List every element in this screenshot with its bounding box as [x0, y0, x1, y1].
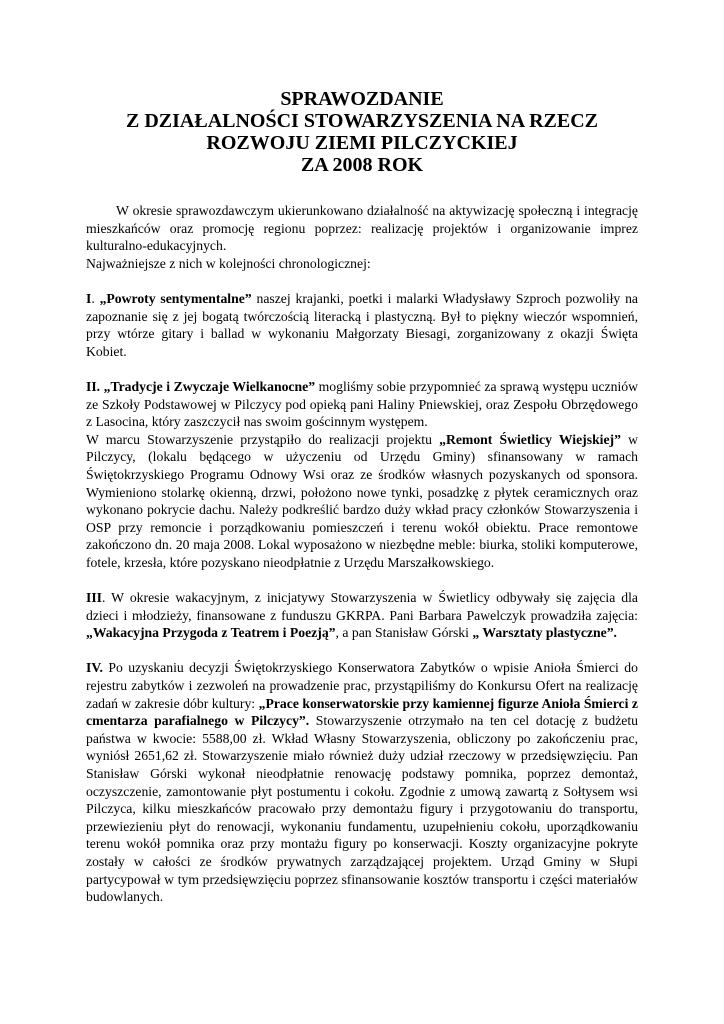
section-2-project-title: „Remont Świetlicy Wiejskiej”	[439, 431, 621, 447]
section-1-dot: .	[91, 290, 100, 306]
section-4-paragraph	[86, 659, 638, 905]
title-line-3: ROZWOJU ZIEMI PILCZYCKIEJ	[206, 132, 518, 154]
section-4-text-1: Po uzyskaniu decyzji Świętokrzyskiego Konserwatora Zabytków o wpisie Anioła Śmierci do rejestru zabytków i zezwoleń na prowadzenie prac, przystąpiliśmy do Konkursu Ofert na realizację zadań w zakresie dóbr kultury:	[86, 660, 638, 711]
section-3-text: . W okresie wakacyjnym, z inicjatywy Stowarzyszenia w Świetlicy odbywały się zajęcia dla dzieci i młodzieży, finansowane z funduszu GKRPA. Pani Barbara Pawelczyk prowadziła zajęcia:	[86, 590, 638, 623]
title-line-1: SPRAWOZDANIE	[280, 88, 444, 110]
section-2-p2-text: w Pilczycy, (lokalu będącego w użyczeniu od Urzędu Gminy) sfinansowany w ramach Świętokrzyskiego Programu Odnowy Wsi oraz ze środków własnych pozyskanych od sponsora. Wymieniono stolarkę okienną, drzwi, położono nowe tynki, posadzkę z płytek ceramicznych oraz wykonano pokrycie dachu. Należy podkreślić bardzo duży wkład pracy członków Stowarzyszenia i OSP przy remoncie i porządkowaniu pomieszczeń i terenu wokół obiektu. Prace remontowe zakończono dn. 20 maja 2008. Lokal wyposażono w niezbędne meble: biurka, stoliki komputerowe, fotele, krzesła, które pozyskano nieodpłatnie z Urzędu Marszałkowskiego.	[86, 431, 639, 570]
section-1-text: naszej krajanki, poetki i malarki Władysławy Szproch pozwoliły na zapoznanie się z jej bogatą twórczością literacką i plastyczną. Był to piękny wieczór wspomnień, przy wtórze gitary i ballad w wykonaniu Małgorzaty Biesagi, zorganizowany z okazji Święta Kobiet.	[86, 290, 639, 359]
document-title	[86, 88, 638, 176]
section-3-workshop-2: „ Warsztaty plastyczne”.	[472, 625, 617, 641]
section-3-number: III	[86, 590, 102, 606]
section-4-text-2: Stowarzyszenie otrzymało na ten cel dotację z budżetu państwa w kwocie: 5588,00 zł. Wkład Własny Stowarzyszenia, obliczony po zakończeniu prac, wyniósł 2651,62 zł. Stowarzyszenie miało również duży udział rzeczowy w przedsięwzięciu. Pan Stanisław Górski wykonał nieodpłatnie renowację podstawy pomnika, poprzez demontaż, oczyszczenie, zamontowanie płyt postumentu i cokołu. Zgodnie z umową zawartą z Sołtysem wsi Pilczyca, kilku mieszkańców pracowało przy demontażu figury i przygotowaniu do transportu, przewiezieniu płyt do renowacji, wykonaniu fundamentu, uzupełnieniu cokołu, uporządkowaniu terenu wokół pomnika oraz przy montażu figury po konserwacji. Koszty organizacyjne pokryte zostały w całości ze środków prywatnych zarządzającej projektem. Urząd Gminy w Słupi partycypował w tym przedsięwzięciu poprzez sfinansowanie kosztów transportu i części materiałów budowlanych.	[86, 713, 638, 905]
section-2-number: II.	[86, 378, 101, 394]
section-3-workshop-1: „Wakacyjna Przygoda z Teatrem i Poezją”	[86, 625, 336, 641]
section-2-event-title: „Tradycje i Zwyczaje Wielkanocne”	[100, 378, 316, 394]
section-1-number: I	[86, 290, 92, 306]
document-page	[86, 88, 638, 906]
section-4-number: IV.	[86, 660, 103, 676]
section-2-text: mogliśmy sobie przypomnieć za sprawą występu uczniów ze Szkoły Podstawowej w Pilczycy pod opieką pani Haliny Pniewskiej, oraz Zespołu Obrzędowego z Lasocina, który zaszczycił nas swoim gościnnym występem.	[86, 378, 638, 430]
section-2	[86, 378, 638, 572]
title-line-2: Z DZIAŁALNOŚCI STOWARZYSZENIA NA RZECZ	[126, 110, 598, 132]
section-2-paragraph-1	[86, 378, 638, 431]
title-line-4: ZA 2008 ROK	[300, 154, 424, 176]
section-4-project-title: „Prace konserwatorskie przy kamiennej figurze Anioła Śmierci z cmentarza parafialnego w Pilczycy”.	[86, 695, 638, 729]
section-3-paragraph	[86, 589, 638, 642]
section-2-paragraph-2	[86, 431, 638, 572]
section-1-paragraph	[86, 290, 638, 360]
intro-list-lead: Najważniejsze z nich w kolejności chronologicznej:	[86, 255, 371, 271]
section-2-p2-lead: W marcu Stowarzyszenie przystąpiło do realizacji projektu	[86, 431, 440, 447]
section-1-event-title: „Powroty sentymentalne”	[99, 290, 252, 306]
section-3-mid: , a pan Stanisław Górski	[335, 625, 473, 641]
intro-paragraph: W okresie sprawozdawczym ukierunkowano działalność na aktywizację społeczną i integrację mieszkańców oraz promocję regionu poprzez: realizację projektów i organizowanie imprez kulturalno-edukacyjnych.	[86, 203, 638, 254]
intro-section	[86, 202, 638, 272]
